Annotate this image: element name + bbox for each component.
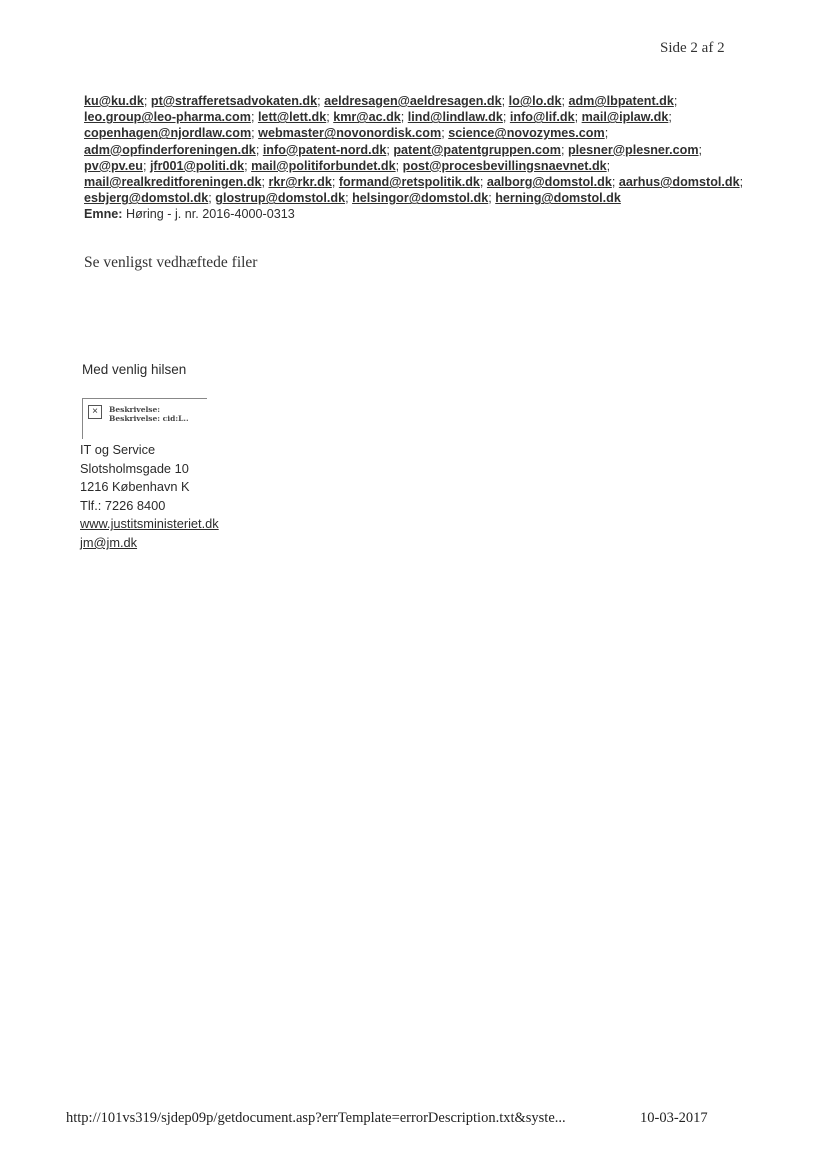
recipient-email-link[interactable]: lind@lindlaw.dk [407, 110, 503, 125]
recipient-line [84, 174, 744, 190]
recipient-separator: ; [668, 110, 672, 125]
recipient-separator: ; [560, 142, 568, 157]
recipient-line [84, 125, 744, 141]
recipient-separator: ; [326, 110, 334, 125]
message-body: Se venligst vedhæftede filer [84, 254, 258, 271]
recipient-email-link[interactable]: mail@iplaw.dk [581, 110, 669, 125]
recipient-email-link[interactable]: mail@realkreditforeningen.dk [84, 175, 262, 190]
recipient-separator: ; [255, 142, 263, 157]
recipient-line [84, 142, 744, 158]
recipient-email-link[interactable]: mail@politiforbundet.dk [251, 158, 396, 173]
subject-label: Emne: [84, 207, 123, 222]
recipient-email-link[interactable]: rkr@rkr.dk [268, 175, 332, 190]
recipient-separator: ; [331, 175, 339, 190]
recipient-email-link[interactable]: esbjerg@domstol.dk [84, 191, 209, 206]
recipient-email-link[interactable]: formand@retspolitik.dk [338, 175, 480, 190]
recipient-separator: ; [244, 158, 252, 173]
recipient-email-link[interactable]: plesner@plesner.com [567, 142, 699, 157]
recipient-email-link[interactable]: helsingor@domstol.dk [352, 191, 489, 206]
recipient-lines [84, 93, 744, 206]
recipient-separator: ; [395, 158, 403, 173]
recipient-line [84, 190, 744, 206]
logo-alt-line2: Beskrivelse: cid:L.. [109, 414, 189, 423]
footer-url: http://101vs319/sjdep09p/getdocument.asp?errTemplate=errorDescription.txt&syste... [66, 1110, 566, 1126]
recipient-separator: ; [574, 110, 582, 125]
recipient-line [84, 109, 744, 125]
contact-block [80, 441, 219, 553]
recipient-email-link[interactable]: science@novozymes.com [448, 126, 605, 141]
recipient-email-link[interactable]: jfr001@politi.dk [149, 158, 245, 173]
footer-date: 10-03-2017 [640, 1110, 708, 1126]
recipient-line [84, 158, 744, 174]
recipient-separator: ; [261, 175, 269, 190]
recipient-line [84, 93, 744, 109]
recipient-separator: ; [345, 191, 353, 206]
recipient-separator: ; [611, 175, 619, 190]
recipient-email-link[interactable]: aarhus@domstol.dk [618, 175, 740, 190]
recipient-separator: ; [698, 142, 703, 157]
contact-phone: Tlf.: 7226 8400 [80, 497, 166, 513]
recipient-email-link[interactable]: post@procesbevillingsnaevnet.dk [402, 158, 607, 173]
recipient-separator: ; [501, 94, 509, 108]
recipient-email-link[interactable]: glostrup@domstol.dk [215, 191, 346, 206]
recipient-separator: ; [502, 110, 510, 125]
contact-street: Slotsholmsgade 10 [80, 460, 189, 476]
page-number: Side 2 af 2 [660, 40, 725, 56]
recipient-email-link[interactable]: patent@patentgruppen.com [393, 142, 561, 157]
recipient-separator: ; [606, 158, 611, 173]
contact-city: 1216 København K [80, 479, 190, 495]
recipient-email-link[interactable]: pt@strafferetsadvokaten.dk [150, 94, 318, 108]
logo-alt-text [109, 405, 189, 423]
recipient-separator: ; [604, 126, 609, 141]
signature-logo-placeholder [82, 398, 207, 439]
recipient-separator: ; [673, 94, 678, 108]
recipient-separator: ; [488, 191, 496, 206]
recipient-email-link[interactable]: lo@lo.dk [508, 94, 562, 108]
recipient-email-link[interactable]: lett@lett.dk [257, 110, 327, 125]
recipient-email-link[interactable]: adm@lbpatent.dk [568, 94, 674, 108]
recipient-separator: ; [739, 175, 744, 190]
recipient-separator: ; [143, 94, 151, 108]
recipient-email-link[interactable]: info@lif.dk [509, 110, 575, 125]
recipient-separator: ; [208, 191, 216, 206]
greeting: Med venlig hilsen [82, 362, 187, 377]
recipient-email-link[interactable]: kmr@ac.dk [333, 110, 401, 125]
recipient-separator: ; [250, 110, 258, 125]
recipient-email-link[interactable]: info@patent-nord.dk [262, 142, 387, 157]
recipient-separator: ; [400, 110, 408, 125]
recipient-block [84, 93, 744, 223]
recipient-email-link[interactable]: herning@domstol.dk [495, 191, 621, 206]
recipient-email-link[interactable]: adm@opfinderforeningen.dk [84, 142, 256, 157]
subject-line [84, 206, 744, 222]
recipient-separator: ; [561, 94, 569, 108]
recipient-separator: ; [251, 126, 259, 141]
contact-website-link[interactable]: www.justitsministeriet.dk [80, 516, 219, 532]
recipient-email-link[interactable]: copenhagen@njordlaw.com [84, 126, 252, 141]
recipient-email-link[interactable]: webmaster@novonordisk.com [258, 126, 442, 141]
broken-image-icon: × [88, 405, 102, 419]
contact-email-link[interactable]: jm@jm.dk [80, 534, 138, 550]
recipient-email-link[interactable]: aeldresagen@aeldresagen.dk [324, 94, 502, 108]
recipient-email-link[interactable]: leo.group@leo-pharma.com [84, 110, 251, 125]
recipient-email-link[interactable]: pv@pv.eu [84, 158, 143, 173]
subject-text: Høring - j. nr. 2016-4000-0313 [122, 207, 295, 222]
recipient-separator: ; [479, 175, 487, 190]
recipient-separator: ; [386, 142, 394, 157]
recipient-email-link[interactable]: aalborg@domstol.dk [486, 175, 612, 190]
recipient-separator: ; [441, 126, 449, 141]
recipient-email-link[interactable]: ku@ku.dk [84, 94, 144, 108]
logo-alt-line1: Beskrivelse: [109, 405, 161, 414]
recipient-separator: ; [317, 94, 325, 108]
contact-department: IT og Service [80, 442, 156, 457]
recipient-separator: ; [142, 158, 150, 173]
